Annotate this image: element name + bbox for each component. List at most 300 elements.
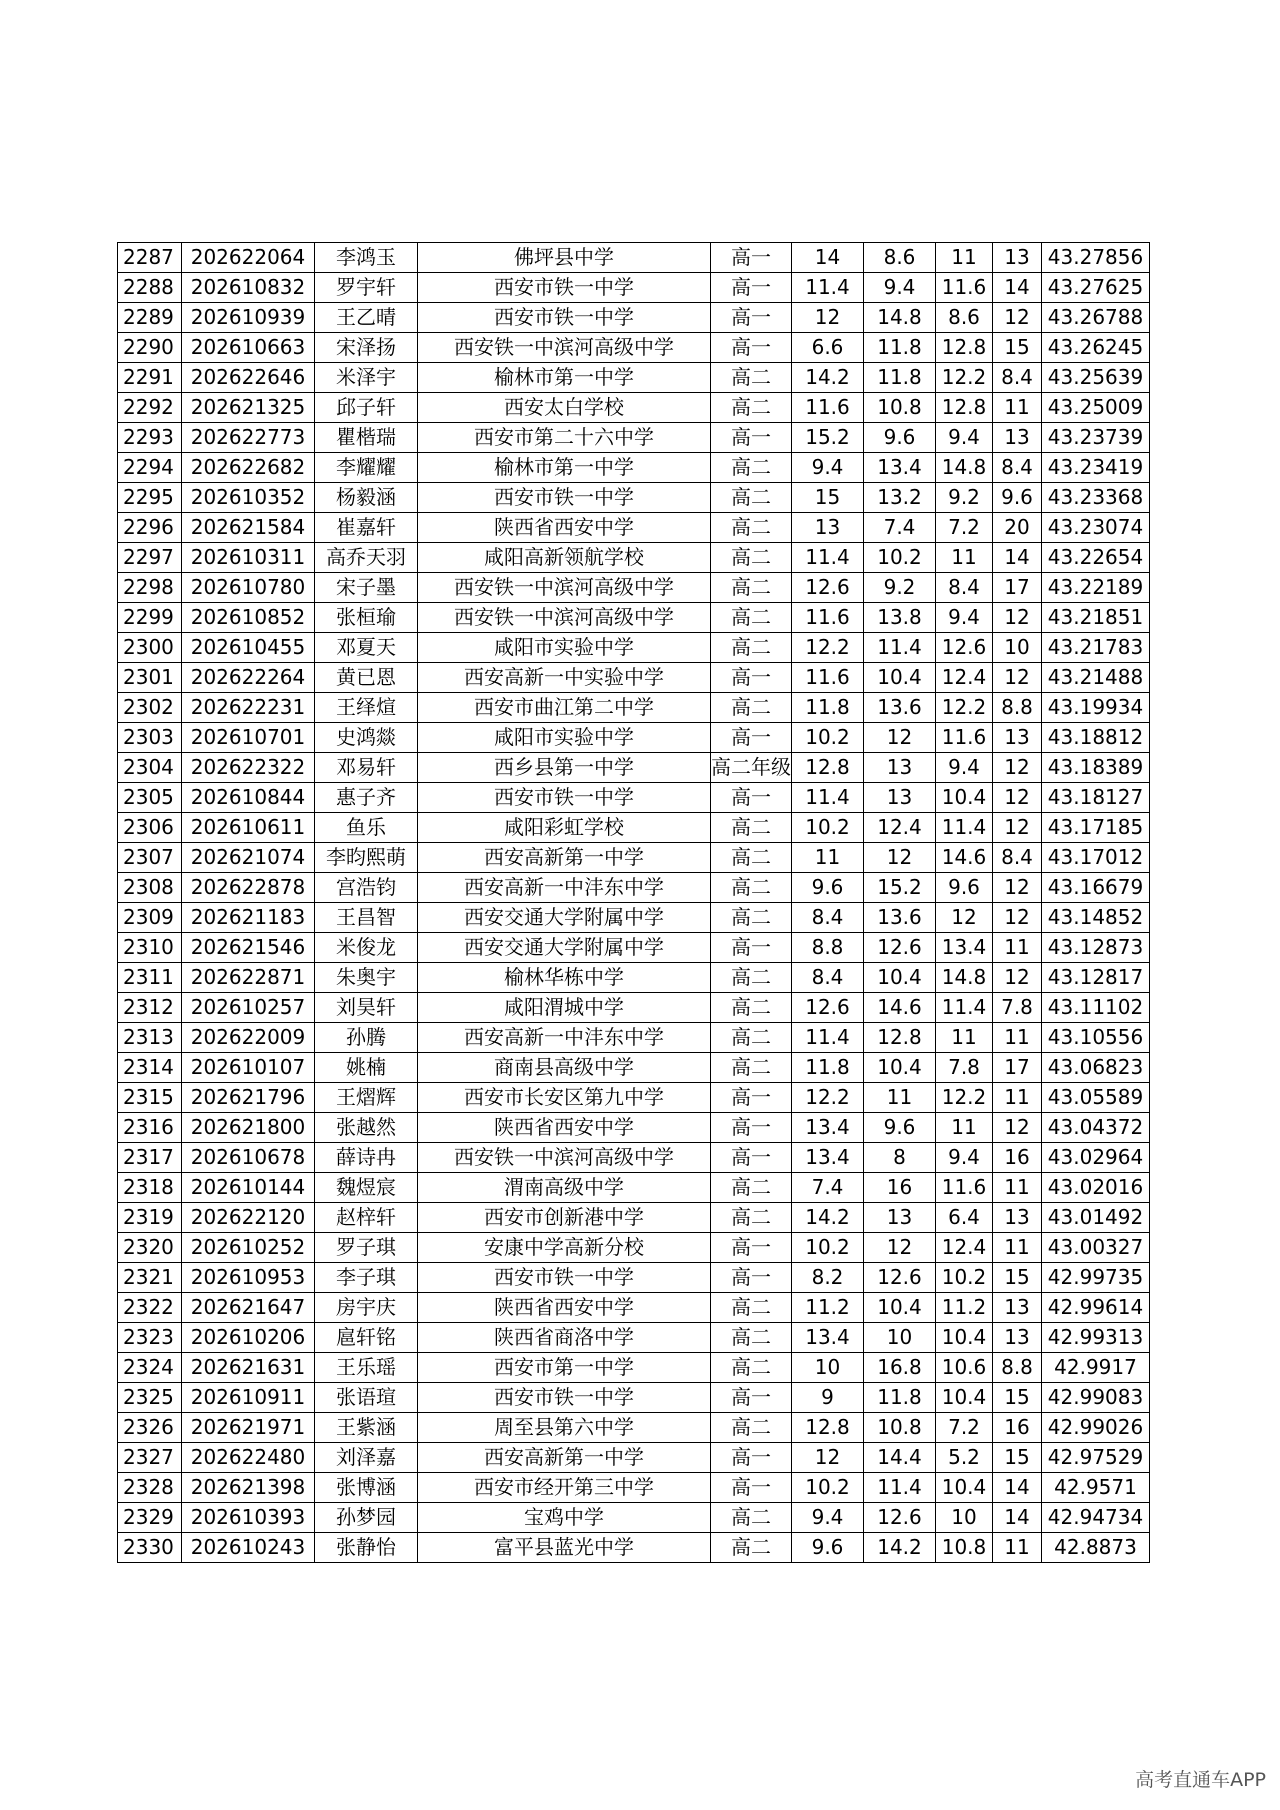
score-1-cell: 14	[792, 243, 864, 273]
grade-cell: 高二	[711, 513, 792, 543]
score-1-cell: 8.4	[792, 963, 864, 993]
table-row	[118, 1173, 1150, 1203]
grade-cell: 高二	[711, 1023, 792, 1053]
table-row	[118, 693, 1150, 723]
score-3-cell: 11.6	[936, 273, 993, 303]
rank-cell: 2300	[118, 633, 182, 663]
table-row	[118, 1023, 1150, 1053]
id-cell: 202610107	[182, 1053, 315, 1083]
name-cell: 米泽宇	[315, 363, 418, 393]
grade-cell: 高二	[711, 1173, 792, 1203]
name-cell: 孙梦园	[315, 1503, 418, 1533]
score-2-cell: 12.4	[864, 813, 936, 843]
grade-cell: 高二	[711, 843, 792, 873]
name-cell: 李昀熙萌	[315, 843, 418, 873]
score-4-cell: 11	[993, 933, 1042, 963]
total-cell: 43.19934	[1042, 693, 1150, 723]
total-cell: 42.99083	[1042, 1383, 1150, 1413]
grade-cell: 高一	[711, 243, 792, 273]
id-cell: 202610206	[182, 1323, 315, 1353]
table-row	[118, 393, 1150, 423]
score-2-cell: 16	[864, 1173, 936, 1203]
school-cell: 西安交通大学附属中学	[418, 903, 711, 933]
id-cell: 202621074	[182, 843, 315, 873]
school-cell: 西安高新一中实验中学	[418, 663, 711, 693]
grade-cell: 高一	[711, 423, 792, 453]
score-2-cell: 13.6	[864, 693, 936, 723]
score-3-cell: 11	[936, 243, 993, 273]
rank-cell: 2322	[118, 1293, 182, 1323]
school-cell: 西乡县第一中学	[418, 753, 711, 783]
score-2-cell: 11.8	[864, 363, 936, 393]
grade-cell: 高一	[711, 1143, 792, 1173]
grade-cell: 高二年级	[711, 753, 792, 783]
table-row	[118, 663, 1150, 693]
table-row	[118, 603, 1150, 633]
score-4-cell: 16	[993, 1143, 1042, 1173]
grade-cell: 高二	[711, 603, 792, 633]
score-3-cell: 6.4	[936, 1203, 993, 1233]
grade-cell: 高一	[711, 1443, 792, 1473]
table-row	[118, 1473, 1150, 1503]
score-3-cell: 9.4	[936, 603, 993, 633]
score-4-cell: 17	[993, 1053, 1042, 1083]
score-2-cell: 10.4	[864, 663, 936, 693]
score-1-cell: 11.6	[792, 393, 864, 423]
id-cell: 202610252	[182, 1233, 315, 1263]
score-4-cell: 13	[993, 243, 1042, 273]
id-cell: 202621183	[182, 903, 315, 933]
total-cell: 43.12873	[1042, 933, 1150, 963]
school-cell: 咸阳高新领航学校	[418, 543, 711, 573]
rank-cell: 2296	[118, 513, 182, 543]
score-1-cell: 10.2	[792, 1233, 864, 1263]
score-1-cell: 13.4	[792, 1113, 864, 1143]
total-cell: 43.18127	[1042, 783, 1150, 813]
name-cell: 史鸿燚	[315, 723, 418, 753]
id-cell: 202622120	[182, 1203, 315, 1233]
total-cell: 42.99313	[1042, 1323, 1150, 1353]
score-4-cell: 11	[993, 393, 1042, 423]
total-cell: 42.99026	[1042, 1413, 1150, 1443]
total-cell: 43.18812	[1042, 723, 1150, 753]
grade-cell: 高二	[711, 633, 792, 663]
score-4-cell: 11	[993, 1233, 1042, 1263]
score-3-cell: 11	[936, 1113, 993, 1143]
total-cell: 43.21488	[1042, 663, 1150, 693]
name-cell: 张语瑄	[315, 1383, 418, 1413]
score-3-cell: 14.8	[936, 963, 993, 993]
score-4-cell: 14	[993, 543, 1042, 573]
table-row	[118, 483, 1150, 513]
name-cell: 朱奥宇	[315, 963, 418, 993]
table-row	[118, 843, 1150, 873]
rank-cell: 2313	[118, 1023, 182, 1053]
score-1-cell: 14.2	[792, 1203, 864, 1233]
score-4-cell: 10	[993, 633, 1042, 663]
score-4-cell: 7.8	[993, 993, 1042, 1023]
school-cell: 渭南高级中学	[418, 1173, 711, 1203]
score-3-cell: 10.4	[936, 1323, 993, 1353]
score-2-cell: 10.2	[864, 543, 936, 573]
score-3-cell: 14.6	[936, 843, 993, 873]
school-cell: 西安高新第一中学	[418, 843, 711, 873]
total-cell: 43.27856	[1042, 243, 1150, 273]
id-cell: 202610257	[182, 993, 315, 1023]
total-cell: 42.9917	[1042, 1353, 1150, 1383]
id-cell: 202610911	[182, 1383, 315, 1413]
total-cell: 43.04372	[1042, 1113, 1150, 1143]
name-cell: 张桓瑜	[315, 603, 418, 633]
score-table	[117, 242, 1150, 1563]
score-3-cell: 7.2	[936, 1413, 993, 1443]
school-cell: 咸阳彩虹学校	[418, 813, 711, 843]
score-4-cell: 15	[993, 333, 1042, 363]
name-cell: 孙腾	[315, 1023, 418, 1053]
grade-cell: 高二	[711, 813, 792, 843]
score-3-cell: 10	[936, 1503, 993, 1533]
rank-cell: 2320	[118, 1233, 182, 1263]
grade-cell: 高二	[711, 993, 792, 1023]
score-4-cell: 14	[993, 273, 1042, 303]
school-cell: 西安市长安区第九中学	[418, 1083, 711, 1113]
table-row	[118, 903, 1150, 933]
name-cell: 张博涵	[315, 1473, 418, 1503]
rank-cell: 2316	[118, 1113, 182, 1143]
score-3-cell: 10.4	[936, 1473, 993, 1503]
rank-cell: 2304	[118, 753, 182, 783]
score-3-cell: 10.6	[936, 1353, 993, 1383]
score-1-cell: 13.4	[792, 1143, 864, 1173]
score-2-cell: 9.6	[864, 1113, 936, 1143]
name-cell: 薛诗冉	[315, 1143, 418, 1173]
school-cell: 西安高新一中沣东中学	[418, 1023, 711, 1053]
score-1-cell: 9.6	[792, 873, 864, 903]
name-cell: 邱子轩	[315, 393, 418, 423]
name-cell: 刘昊轩	[315, 993, 418, 1023]
score-4-cell: 8.4	[993, 843, 1042, 873]
total-cell: 43.17185	[1042, 813, 1150, 843]
name-cell: 宫浩钧	[315, 873, 418, 903]
school-cell: 西安市第二十六中学	[418, 423, 711, 453]
total-cell: 43.23739	[1042, 423, 1150, 453]
id-cell: 202610832	[182, 273, 315, 303]
score-2-cell: 12	[864, 723, 936, 753]
rank-cell: 2327	[118, 1443, 182, 1473]
total-cell: 42.99614	[1042, 1293, 1150, 1323]
score-2-cell: 13.6	[864, 903, 936, 933]
name-cell: 惠子齐	[315, 783, 418, 813]
rank-cell: 2326	[118, 1413, 182, 1443]
score-3-cell: 11.6	[936, 1173, 993, 1203]
total-cell: 43.17012	[1042, 843, 1150, 873]
id-cell: 202610678	[182, 1143, 315, 1173]
score-1-cell: 13	[792, 513, 864, 543]
school-cell: 陕西省西安中学	[418, 513, 711, 543]
table-row	[118, 1323, 1150, 1353]
table-row	[118, 1203, 1150, 1233]
score-4-cell: 12	[993, 873, 1042, 903]
name-cell: 瞿楷瑞	[315, 423, 418, 453]
grade-cell: 高一	[711, 1083, 792, 1113]
score-1-cell: 11.4	[792, 543, 864, 573]
score-1-cell: 8.2	[792, 1263, 864, 1293]
score-1-cell: 11.4	[792, 1023, 864, 1053]
table-row	[118, 1263, 1150, 1293]
name-cell: 罗子琪	[315, 1233, 418, 1263]
id-cell: 202622264	[182, 663, 315, 693]
score-2-cell: 8	[864, 1143, 936, 1173]
score-2-cell: 10.8	[864, 393, 936, 423]
total-cell: 43.01492	[1042, 1203, 1150, 1233]
score-2-cell: 10.4	[864, 1293, 936, 1323]
grade-cell: 高二	[711, 573, 792, 603]
total-cell: 43.14852	[1042, 903, 1150, 933]
rank-cell: 2305	[118, 783, 182, 813]
score-4-cell: 12	[993, 783, 1042, 813]
school-cell: 榆林华栋中学	[418, 963, 711, 993]
table-row	[118, 363, 1150, 393]
name-cell: 邓夏天	[315, 633, 418, 663]
school-cell: 陕西省西安中学	[418, 1113, 711, 1143]
score-1-cell: 12.8	[792, 1413, 864, 1443]
table-row	[118, 1503, 1150, 1533]
table-row	[118, 1053, 1150, 1083]
score-4-cell: 15	[993, 1383, 1042, 1413]
score-4-cell: 12	[993, 303, 1042, 333]
total-cell: 43.05589	[1042, 1083, 1150, 1113]
score-2-cell: 13.4	[864, 453, 936, 483]
total-cell: 43.00327	[1042, 1233, 1150, 1263]
score-1-cell: 10	[792, 1353, 864, 1383]
name-cell: 张越然	[315, 1113, 418, 1143]
score-4-cell: 12	[993, 603, 1042, 633]
grade-cell: 高二	[711, 543, 792, 573]
score-4-cell: 12	[993, 963, 1042, 993]
score-4-cell: 11	[993, 1173, 1042, 1203]
name-cell: 崔嘉轩	[315, 513, 418, 543]
rank-cell: 2324	[118, 1353, 182, 1383]
score-3-cell: 7.8	[936, 1053, 993, 1083]
rank-cell: 2315	[118, 1083, 182, 1113]
score-2-cell: 12	[864, 1233, 936, 1263]
total-cell: 42.99735	[1042, 1263, 1150, 1293]
score-4-cell: 12	[993, 663, 1042, 693]
name-cell: 张静怡	[315, 1533, 418, 1563]
rank-cell: 2293	[118, 423, 182, 453]
score-3-cell: 11.4	[936, 813, 993, 843]
grade-cell: 高二	[711, 873, 792, 903]
total-cell: 43.23368	[1042, 483, 1150, 513]
score-1-cell: 11.4	[792, 273, 864, 303]
total-cell: 43.06823	[1042, 1053, 1150, 1083]
table-row	[118, 723, 1150, 753]
score-1-cell: 12	[792, 303, 864, 333]
rank-cell: 2309	[118, 903, 182, 933]
score-2-cell: 11.4	[864, 1473, 936, 1503]
total-cell: 43.16679	[1042, 873, 1150, 903]
table-row	[118, 1293, 1150, 1323]
name-cell: 王熠辉	[315, 1083, 418, 1113]
id-cell: 202621546	[182, 933, 315, 963]
grade-cell: 高二	[711, 1323, 792, 1353]
score-1-cell: 13.4	[792, 1323, 864, 1353]
school-cell: 西安市创新港中学	[418, 1203, 711, 1233]
rank-cell: 2317	[118, 1143, 182, 1173]
score-4-cell: 15	[993, 1263, 1042, 1293]
school-cell: 西安铁一中滨河高级中学	[418, 603, 711, 633]
rank-cell: 2311	[118, 963, 182, 993]
id-cell: 202610611	[182, 813, 315, 843]
score-2-cell: 12.6	[864, 933, 936, 963]
id-cell: 202621631	[182, 1353, 315, 1383]
school-cell: 西安市曲江第二中学	[418, 693, 711, 723]
name-cell: 王紫涵	[315, 1413, 418, 1443]
school-cell: 榆林市第一中学	[418, 363, 711, 393]
score-1-cell: 11.4	[792, 783, 864, 813]
grade-cell: 高一	[711, 663, 792, 693]
score-2-cell: 9.4	[864, 273, 936, 303]
total-cell: 43.11102	[1042, 993, 1150, 1023]
name-cell: 李子琪	[315, 1263, 418, 1293]
rank-cell: 2307	[118, 843, 182, 873]
grade-cell: 高一	[711, 783, 792, 813]
score-4-cell: 9.6	[993, 483, 1042, 513]
id-cell: 202610953	[182, 1263, 315, 1293]
rank-cell: 2291	[118, 363, 182, 393]
score-2-cell: 13.8	[864, 603, 936, 633]
table-row	[118, 1083, 1150, 1113]
total-cell: 43.22189	[1042, 573, 1150, 603]
score-3-cell: 10.8	[936, 1533, 993, 1563]
score-4-cell: 16	[993, 1413, 1042, 1443]
score-4-cell: 11	[993, 1083, 1042, 1113]
score-4-cell: 12	[993, 813, 1042, 843]
score-3-cell: 12.2	[936, 1083, 993, 1113]
score-3-cell: 8.6	[936, 303, 993, 333]
score-2-cell: 7.4	[864, 513, 936, 543]
score-1-cell: 11.2	[792, 1293, 864, 1323]
score-4-cell: 17	[993, 573, 1042, 603]
total-cell: 43.21851	[1042, 603, 1150, 633]
id-cell: 202610393	[182, 1503, 315, 1533]
school-cell: 西安市铁一中学	[418, 1263, 711, 1293]
table-row	[118, 1233, 1150, 1263]
school-cell: 宝鸡中学	[418, 1503, 711, 1533]
total-cell: 43.26245	[1042, 333, 1150, 363]
score-4-cell: 12	[993, 903, 1042, 933]
id-cell: 202622480	[182, 1443, 315, 1473]
table-body	[118, 243, 1150, 1563]
id-cell: 202610243	[182, 1533, 315, 1563]
id-cell: 202622064	[182, 243, 315, 273]
score-3-cell: 9.4	[936, 753, 993, 783]
score-4-cell: 13	[993, 1203, 1042, 1233]
school-cell: 咸阳市实验中学	[418, 723, 711, 753]
name-cell: 赵梓轩	[315, 1203, 418, 1233]
name-cell: 罗宇轩	[315, 273, 418, 303]
table-row	[118, 963, 1150, 993]
table-row	[118, 633, 1150, 663]
score-3-cell: 10.4	[936, 783, 993, 813]
score-4-cell: 15	[993, 1443, 1042, 1473]
id-cell: 202622871	[182, 963, 315, 993]
total-cell: 43.25009	[1042, 393, 1150, 423]
rank-cell: 2312	[118, 993, 182, 1023]
table-row	[118, 813, 1150, 843]
name-cell: 邓易轩	[315, 753, 418, 783]
school-cell: 佛坪县中学	[418, 243, 711, 273]
score-4-cell: 13	[993, 423, 1042, 453]
score-3-cell: 13.4	[936, 933, 993, 963]
grade-cell: 高一	[711, 1113, 792, 1143]
score-3-cell: 12.8	[936, 393, 993, 423]
score-4-cell: 8.4	[993, 363, 1042, 393]
school-cell: 富平县蓝光中学	[418, 1533, 711, 1563]
rank-cell: 2328	[118, 1473, 182, 1503]
total-cell: 42.8873	[1042, 1533, 1150, 1563]
name-cell: 王乐瑶	[315, 1353, 418, 1383]
name-cell: 宋泽扬	[315, 333, 418, 363]
score-4-cell: 13	[993, 1293, 1042, 1323]
table-row	[118, 453, 1150, 483]
table-row	[118, 1443, 1150, 1473]
score-1-cell: 14.2	[792, 363, 864, 393]
table-row	[118, 243, 1150, 273]
school-cell: 周至县第六中学	[418, 1413, 711, 1443]
name-cell: 扈轩铭	[315, 1323, 418, 1353]
score-1-cell: 8.8	[792, 933, 864, 963]
grade-cell: 高一	[711, 303, 792, 333]
score-3-cell: 9.4	[936, 1143, 993, 1173]
rank-cell: 2289	[118, 303, 182, 333]
score-1-cell: 12	[792, 1443, 864, 1473]
score-2-cell: 11.8	[864, 333, 936, 363]
score-3-cell: 14.8	[936, 453, 993, 483]
name-cell: 王绎煊	[315, 693, 418, 723]
id-cell: 202610844	[182, 783, 315, 813]
school-cell: 安康中学高新分校	[418, 1233, 711, 1263]
rank-cell: 2319	[118, 1203, 182, 1233]
score-1-cell: 11	[792, 843, 864, 873]
score-1-cell: 11.8	[792, 693, 864, 723]
table-row	[118, 423, 1150, 453]
score-2-cell: 13	[864, 753, 936, 783]
score-1-cell: 15	[792, 483, 864, 513]
grade-cell: 高一	[711, 1473, 792, 1503]
grade-cell: 高二	[711, 1533, 792, 1563]
id-cell: 202610852	[182, 603, 315, 633]
total-cell: 43.02964	[1042, 1143, 1150, 1173]
grade-cell: 高二	[711, 393, 792, 423]
score-2-cell: 10.4	[864, 963, 936, 993]
name-cell: 李耀耀	[315, 453, 418, 483]
id-cell: 202621325	[182, 393, 315, 423]
score-1-cell: 12.6	[792, 993, 864, 1023]
id-cell: 202610701	[182, 723, 315, 753]
name-cell: 李鸿玉	[315, 243, 418, 273]
school-cell: 西安市铁一中学	[418, 273, 711, 303]
score-2-cell: 9.2	[864, 573, 936, 603]
table-row	[118, 1143, 1150, 1173]
rank-cell: 2292	[118, 393, 182, 423]
score-1-cell: 9.6	[792, 1533, 864, 1563]
grade-cell: 高一	[711, 723, 792, 753]
score-1-cell: 8.4	[792, 903, 864, 933]
rank-cell: 2299	[118, 603, 182, 633]
rank-cell: 2308	[118, 873, 182, 903]
total-cell: 43.26788	[1042, 303, 1150, 333]
